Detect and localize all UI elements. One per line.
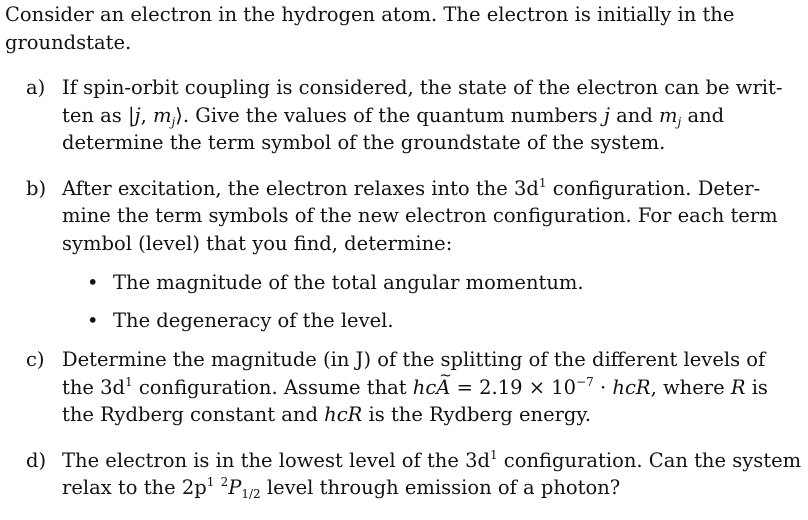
- part-c-line-1: Determine the magnitude (in J) of the splitting of the different levels of: [62, 348, 766, 371]
- intro-line-2: groundstate.: [5, 30, 132, 54]
- bullet-text: The degeneracy of the level.: [113, 308, 394, 332]
- part-c: [5, 346, 800, 429]
- bullet-dot: •: [87, 271, 99, 294]
- part-a-label: a): [26, 76, 46, 99]
- part-d: [5, 447, 800, 502]
- part-a-line-1: If spin-orbit coupling is considered, the state of the electron can be writ-: [62, 76, 783, 99]
- part-c-line-3: the Rydberg constant and hcR is the Rydberg energy.: [62, 403, 592, 426]
- bullet-item: [5, 307, 800, 335]
- part-a-line-3: determine the term symbol of the groundstate of the system.: [62, 131, 666, 154]
- intro-line-1: Consider an electron in the hydrogen atom. The electron is initially in the: [5, 3, 735, 26]
- intro-paragraph: [5, 1, 800, 56]
- part-b-bullet-list: [5, 269, 800, 334]
- bullet-item: [5, 269, 800, 297]
- part-b-line-3: symbol (level) that you find, determine:: [62, 231, 453, 255]
- part-b-label: b): [26, 176, 47, 200]
- part-a-line-2: ten as |j, $m_j⟩$. Give the values of the quantum numbers j and $m_j$ and: [62, 103, 725, 129]
- part-c-label: c): [26, 348, 45, 371]
- problem-document: [5, 1, 800, 502]
- part-a: [5, 74, 800, 157]
- part-d-label: d): [26, 448, 47, 472]
- part-b-line-1: After excitation, the electron relaxes into the $3d^1$ configuration. Deter-: [62, 175, 761, 200]
- part-d-line-1: The electron is in the lowest level of the $3d^1$ configuration. Can the system: [62, 447, 802, 472]
- part-b: [5, 175, 800, 258]
- part-c-line-2: the $3d^1$ configuration. Assume that hc~ $A = 2.19 \times 10^{-7}$ · hcR, where R is: [62, 374, 800, 402]
- part-d-line-2: relax to the $2p^1$ $^2P_{1/2}$ level through emission of a photon?: [62, 475, 621, 501]
- bullet-dot: •: [87, 308, 99, 332]
- bullet-text: The magnitude of the total angular momentum.: [113, 271, 584, 294]
- part-b-line-2: mine the term symbols of the new electron configuration. For each term: [62, 204, 778, 227]
